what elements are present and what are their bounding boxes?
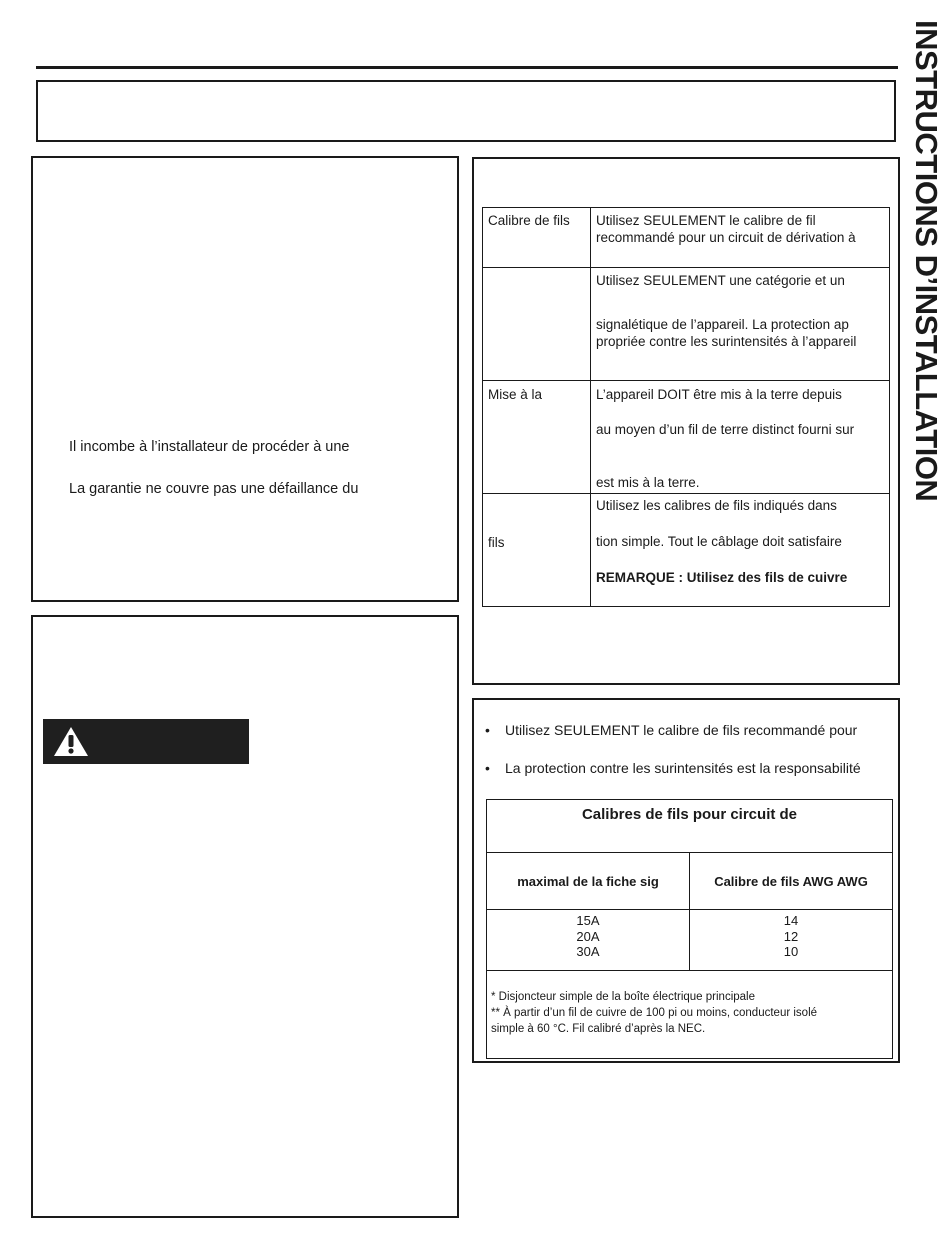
bullet-item: • Utilisez SEULEMENT le calibre de fils recommandé pour (485, 722, 858, 738)
table-row (483, 381, 890, 494)
wire-table-col1-header: maximal de la fiche sig (487, 853, 690, 910)
row-label (483, 381, 591, 494)
amp-value: 15A (576, 913, 600, 928)
amp-value: 30A (576, 944, 600, 959)
row-text (591, 381, 890, 494)
row-text-line: signalétique de l’appareil. La protection ap (596, 317, 849, 332)
side-title: INSTRUCTIONS D’INSTALLATION (909, 20, 944, 502)
top-rule (36, 66, 898, 69)
row-label (483, 268, 591, 381)
amp-value: 20A (576, 928, 600, 944)
wire-table-col1-values (487, 910, 690, 971)
wire-table-col2-values (690, 910, 893, 971)
installer-responsibility-panel (31, 156, 459, 602)
row-text-line: Utilisez SEULEMENT une catégorie et un (596, 273, 845, 288)
row-text-line: REMARQUE : Utilisez des fils de cuivre (596, 570, 848, 585)
row-text (591, 494, 890, 607)
note-line: simple à 60 °C. Fil calibré d’après la NEC. (491, 1023, 706, 1035)
row-text-line: Utilisez les calibres de fils indiqués dans (596, 498, 837, 513)
row-label (483, 208, 591, 268)
wire-size-table (486, 799, 893, 1059)
warning-triangle-icon (53, 726, 89, 757)
row-text (591, 268, 890, 381)
wire-table-title: Calibres de fils pour circuit de (487, 800, 893, 853)
bullet-text: La protection contre les surintensités est la responsabilité (505, 760, 861, 776)
awg-value: 12 (783, 928, 799, 944)
note-line: ** À partir d’un fil de cuivre de 100 pi ou moins, conducteur isolé (491, 1007, 818, 1019)
row-text-line: recommandé pour un circuit de dérivation à (596, 230, 856, 245)
row-label-text: Calibre de fils (488, 213, 570, 228)
wire-table-notes (487, 971, 893, 1059)
row-text-line: propriée contre les surintensités à l’appareil (596, 334, 857, 349)
row-text-line: tion simple. Tout le câblage doit satisfaire (596, 534, 842, 549)
table-row (483, 494, 890, 607)
row-label-text: Mise à la (488, 387, 543, 402)
electrical-requirements-table (482, 207, 890, 607)
note-line: * Disjoncteur simple de la boîte électrique principale (491, 991, 756, 1003)
warning-banner (43, 719, 249, 764)
row-text-line: est mis à la terre. (596, 475, 700, 490)
row-text-line: L’appareil DOIT être mis à la terre depuis (596, 387, 842, 402)
row-text-line: au moyen d’un fil de terre distinct fourni sur (596, 422, 855, 437)
table-row (483, 268, 890, 381)
installer-text-line-1: Il incombe à l’installateur de procéder à une (69, 439, 350, 455)
row-text-line: Utilisez SEULEMENT le calibre de fil (596, 213, 816, 228)
title-box (36, 80, 896, 142)
awg-value: 10 (783, 944, 799, 959)
installer-text-line-2: La garantie ne couvre pas une défaillance du (69, 481, 359, 497)
row-label-text: fils (488, 535, 505, 550)
table-row (483, 208, 890, 268)
bullet-text: Utilisez SEULEMENT le calibre de fils recommandé pour (505, 722, 858, 738)
row-text (591, 208, 890, 268)
wire-table-col2-header: Calibre de fils AWG AWG (690, 853, 893, 910)
awg-value: 14 (783, 913, 799, 928)
bullet-item: • La protection contre les surintensités est la responsabilité (485, 760, 861, 776)
row-label (483, 494, 591, 607)
warning-panel (31, 615, 459, 1218)
